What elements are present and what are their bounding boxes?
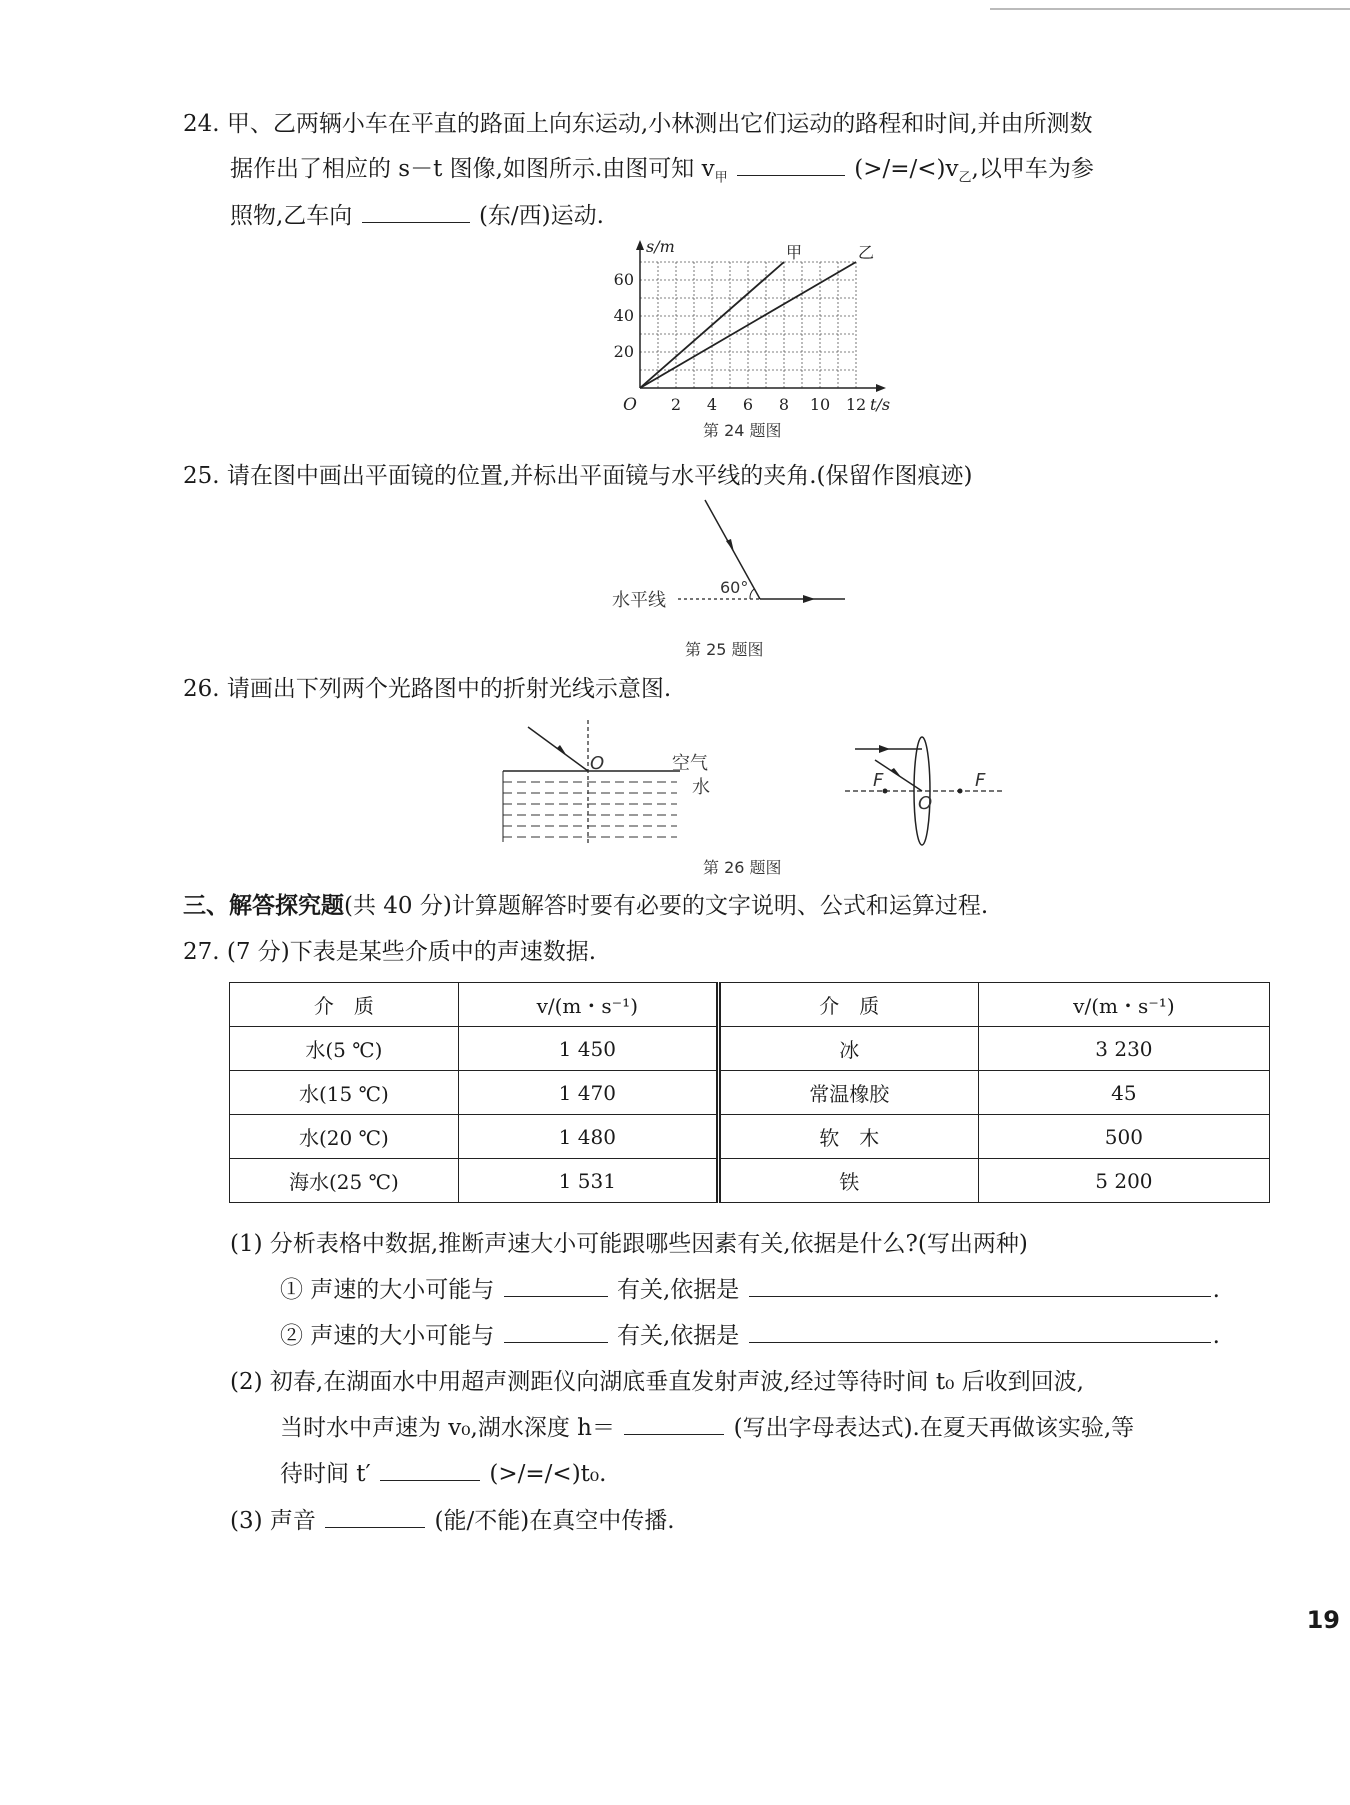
vacuum-blank[interactable] (325, 1526, 425, 1528)
y-tick-label: 20 (613, 342, 634, 361)
x-axis-arrow (876, 384, 886, 392)
origin-label: O (623, 395, 637, 415)
x-tick-label: 4 (706, 395, 718, 414)
q25-caption: 第 25 题图 (685, 640, 764, 659)
q27-intro: 27. (7 分)下表是某些介质中的声速数据. (183, 939, 597, 965)
q27-part2-line1: (2) 初春,在湖面水中用超声测距仪向湖底垂直发射声波,经过等待时间 t₀ 后收到回波, (230, 1369, 1084, 1395)
table-cell: 3 230 (978, 1027, 1269, 1071)
factor-blank-1[interactable] (504, 1295, 608, 1297)
x-tick-label: 12 (845, 395, 867, 414)
water-label: 水 (692, 777, 710, 798)
x-tick-label: 6 (742, 395, 754, 414)
y-tick-label: 60 (613, 270, 634, 289)
page-number: 19 (1306, 1606, 1340, 1634)
series-line-1 (640, 262, 784, 388)
y-tick-label: 40 (613, 306, 634, 325)
table-cell: 水(5 ℃) (230, 1027, 459, 1071)
q24-line2: 据作出了相应的 s－t 图像,如图所示.由图可知 $v_甲$ $(>/=/<)v_乙$,以甲车为参 (230, 156, 1094, 186)
table-cell: 海水(25 ℃) (230, 1159, 459, 1203)
q26-refraction-figure (495, 715, 725, 850)
time-compare-blank[interactable] (380, 1479, 480, 1481)
x-tick-label: 10 (809, 395, 831, 414)
series-line-2 (640, 262, 856, 388)
table-cell: 软 木 (718, 1115, 978, 1159)
q26-caption: 第 26 题图 (703, 858, 782, 877)
table-header: v/(m・s⁻¹) (458, 983, 718, 1027)
table-cell: 常温橡胶 (718, 1071, 978, 1115)
q27-part1: (1) 分析表格中数据,推断声速大小可能跟哪些因素有关,依据是什么?(写出两种) (230, 1231, 1028, 1257)
q27-part3: (3) 声音 (能/不能)在真空中传播. (230, 1508, 675, 1534)
q27-part1-item1: ① 声速的大小可能与 有关,依据是 . (280, 1277, 1220, 1303)
table-cell: 1 480 (458, 1115, 718, 1159)
lens-center-label: O (918, 793, 933, 814)
table-cell: 1 450 (458, 1027, 718, 1071)
y-axis-arrow (636, 240, 644, 250)
table-row (230, 1115, 1270, 1159)
table-cell: 铁 (718, 1159, 978, 1203)
table-row (230, 1159, 1270, 1203)
series-label-2: 乙 (858, 243, 875, 262)
table-header: 介 质 (230, 983, 459, 1027)
x-axis-label: t/s (870, 395, 891, 414)
table-cell: 1 531 (458, 1159, 718, 1203)
table-cell: 水(15 ℃) (230, 1071, 459, 1115)
focus-right-label: F (975, 770, 986, 791)
q24-caption: 第 24 题图 (703, 421, 782, 440)
top-rule (990, 8, 1350, 10)
q26-point-o-left: O (590, 753, 605, 774)
q24-blank-compare[interactable] (737, 174, 845, 176)
q24-line1: 24. 甲、乙两辆小车在平直的路面上向东运动,小林测出它们运动的路程和时间,并由所测数 (183, 111, 1093, 137)
q26-lens-figure (845, 735, 1020, 850)
series-label-1: 甲 (786, 243, 803, 262)
q27-part2-line3: 待时间 t′ (>/=/<)t₀. (280, 1461, 607, 1487)
table-header-row (230, 983, 1270, 1027)
table-cell: 1 470 (458, 1071, 718, 1115)
q27-part1-item2: ② 声速的大小可能与 有关,依据是 . (280, 1323, 1220, 1349)
depth-blank[interactable] (624, 1433, 724, 1435)
factor-blank-2[interactable] (504, 1341, 608, 1343)
section3-heading: 三、解答探究题(共 40 分)计算题解答时要有必要的文字说明、公式和运算过程. (183, 893, 989, 919)
table-cell: 5 200 (978, 1159, 1269, 1203)
table-cell: 45 (978, 1071, 1269, 1115)
table-header: 介 质 (718, 983, 978, 1027)
q24-line3: 照物,乙车向 (东/西)运动. (230, 203, 604, 229)
table-cell: 500 (978, 1115, 1269, 1159)
sound-speed-table (229, 982, 1270, 1203)
x-tick-label: 2 (670, 395, 682, 414)
x-tick-label: 8 (778, 395, 790, 414)
table-header: v/(m・s⁻¹) (978, 983, 1269, 1027)
table-row (230, 1071, 1270, 1115)
table-cell: 水(20 ℃) (230, 1115, 459, 1159)
table-row (230, 1027, 1270, 1071)
basis-blank-1[interactable] (749, 1295, 1211, 1297)
y-axis-label: s/m (646, 237, 675, 256)
st-chart (600, 237, 920, 415)
q26-text: 26. 请画出下列两个光路图中的折射光线示意图. (183, 676, 672, 702)
basis-blank-2[interactable] (749, 1341, 1211, 1343)
angle-label: 60° (720, 578, 749, 597)
q25-text: 25. 请在图中画出平面镜的位置,并标出平面镜与水平线的夹角.(保留作图痕迹) (183, 463, 973, 489)
horizontal-line-label: 水平线 (612, 590, 666, 611)
table-cell: 冰 (718, 1027, 978, 1071)
air-label: 空气 (672, 753, 708, 774)
q24-blank-direction[interactable] (362, 221, 470, 223)
q27-part2-line2: 当时水中声速为 v₀,湖水深度 h＝ (写出字母表达式).在夏天再做该实验,等 (280, 1415, 1135, 1441)
focus-left-label: F (873, 770, 884, 791)
